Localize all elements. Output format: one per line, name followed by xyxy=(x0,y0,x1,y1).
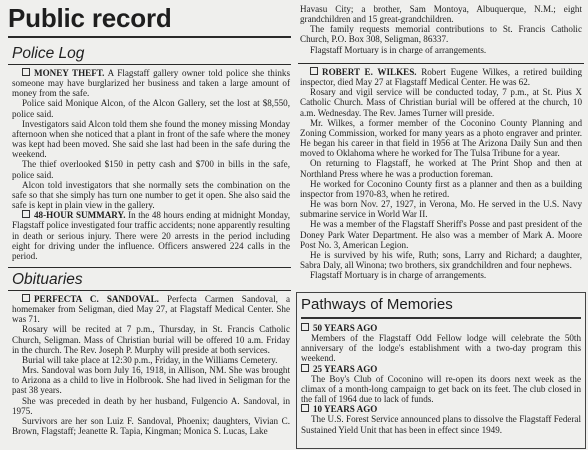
pathways-years-ago: 10 YEARS AGO xyxy=(313,404,378,415)
paragraph-text: The thief overlooked $150 in petty cash and $700 in bills in the safe, police said. xyxy=(12,159,290,180)
paragraph-text: Flagstaff Mortuary is in charge of arrangements. xyxy=(310,270,487,281)
paragraph-text: Alcon told investigators that she normally sets the combination on the safe so that she simply has turn one number to get it open. She also said the safe is kept in plain view in the gallery. xyxy=(12,179,290,211)
pathways-item-label xyxy=(301,404,581,414)
police-log-paragraph xyxy=(12,159,290,179)
paragraph-text: She was preceded in death by her husband, Fulgencio A. Sandoval, in 1975. xyxy=(12,395,290,416)
item-headline: ROBERT E. WILKES. xyxy=(322,67,417,77)
pathways-item-label xyxy=(301,364,581,374)
police-log-paragraph xyxy=(12,210,290,261)
paragraph-text: Mrs. Sandoval was born July 16, 1918, in Allison, NM. She was brought to Arizona as a child to live in Holbrook. She had lived in Seligman for the past 38 years. xyxy=(12,365,290,396)
bullet-box-icon xyxy=(301,404,309,412)
page-title: Public record xyxy=(8,3,172,33)
paragraph-text: Flagstaff Mortuary is in charge of arrangements. xyxy=(310,44,487,55)
paragraph-text: Burial will take place at 12:30 p.m., Friday, in the Williams Cemetery. xyxy=(22,354,278,365)
paragraph-text: Investigators said Alcon told them she found the money missing Monday afternoon when she noticed that a plant in front of the safe where the money was kept had been moved. She said she last had been in the safe during the weekend. xyxy=(12,118,290,160)
item-headline: 48-HOUR SUMMARY. xyxy=(34,210,126,221)
paragraph-text: He was a member of the Flagstaff Sheriff's Posse and past president of the Doney Park Water Department. He also was a member of Mark A. Moore Post No. 3, American Legion. xyxy=(300,219,582,250)
paragraph-text: He worked for Coconino County first as a planner and then as a building inspector from 1970-83, when he retired. xyxy=(300,178,582,199)
paragraph-text: Survivors are her son Luiz F. Sandoval, Phoenix; daughters, Vivian C. Brown, Flagstaff; Jeanette R. Tapia, Kingman; Monica S. Lucas, Lake xyxy=(12,415,290,437)
pathways-column xyxy=(301,323,581,435)
police-log-paragraph xyxy=(12,98,290,118)
item-headline: MONEY THEFT. xyxy=(34,68,105,78)
police-log-rule xyxy=(8,64,291,65)
pathways-item-text: The Boy's Club of Coconino will re-open its doors next week as the climax of a month-long campaign to get back on its feet. The club closed in the fall of 1964 due to lack of funds. xyxy=(301,373,581,405)
obituary-paragraph xyxy=(300,199,582,219)
obituaries-column xyxy=(12,294,290,436)
obituary-paragraph xyxy=(12,355,290,365)
paragraph-text: Mr. Wilkes, a former member of the Coconino County Planning and Zoning Commission, worked for many years as a photo engraver and printer. He began his career in that field in 1956 at The Arizona Daily Sun and then moved to Oklahoma where he worked for The Tulsa Tribune for a year. xyxy=(300,117,582,159)
pathways-item-text: Members of the Flagstaff Odd Fellow lodge will celebrate the 50th anniversary of the lodge's establishment with a two-day program this weekend. xyxy=(301,333,581,364)
paragraph-text: Robert Eugene Wilkes, a retired building inspector, died May 27 at Flagstaff Medical Center. He was 62. xyxy=(300,67,582,88)
obituary-paragraph xyxy=(12,365,290,395)
bullet-box-icon xyxy=(310,67,318,75)
paragraph-text: Rosary will be recited at 7 p.m., Thursday, in St. Francis Catholic Church, Seligman. Mass of Christian burial will be offered 10 a.m. Friday in the church. The Rev. Joseph P. Murphy will preside at both services. xyxy=(12,324,290,355)
obituary-paragraph xyxy=(300,24,582,44)
paragraph-text: Rosary and vigil service will be conducted today, 7 p.m., at St. Pius X Catholic Church. Mass of Christian burial will be offered at the church, 10 a.m. Wednesday. The Rev. James Turner will preside. xyxy=(300,87,582,118)
police-log-heading: Police Log xyxy=(12,45,85,62)
obituary-paragraph xyxy=(300,4,582,24)
bullet-box-icon xyxy=(22,210,30,218)
pathways-heading: Pathways of Memories xyxy=(301,295,581,319)
paragraph-text: The family requests memorial contributions to St. Francis Catholic Church, P.O. Box 308, Seligman, 86337. xyxy=(300,24,582,45)
obituaries-rule xyxy=(8,290,291,291)
obituary-paragraph xyxy=(300,158,582,178)
pathways-years-ago: 25 YEARS AGO xyxy=(313,363,378,374)
obituary-paragraph xyxy=(300,45,582,55)
pathways-box xyxy=(296,292,586,449)
obituary-paragraph xyxy=(12,396,290,416)
paragraph-text: He was born Nov. 27, 1927, in Verona, Mo. He served in the U.S. Navy submarine service in World War II. xyxy=(300,199,582,220)
wilkes-obituary xyxy=(300,67,582,280)
paragraph-text: A Flagstaff gallery owner told police she thinks someone may have burglarized her business and taken a large amount of money from the safe. xyxy=(12,68,290,99)
paragraph-text: On returning to Flagstaff, he worked at The Print Shop and then at Northland Press where he was a production foreman. xyxy=(300,158,582,179)
pathways-years-ago: 50 YEARS AGO xyxy=(313,323,378,333)
masthead-rule xyxy=(8,36,291,38)
obituaries-top-rule xyxy=(8,267,291,268)
obituary-paragraph xyxy=(12,324,290,354)
police-log-column xyxy=(12,68,290,261)
bullet-box-icon xyxy=(301,364,309,372)
obituary-paragraph xyxy=(300,179,582,199)
obituary-paragraph xyxy=(300,118,582,159)
obituary-paragraph xyxy=(300,67,582,87)
obituary-paragraph xyxy=(300,270,582,280)
obituaries-heading: Obituaries xyxy=(12,271,83,288)
obituary-paragraph xyxy=(300,250,582,270)
police-log-paragraph xyxy=(12,119,290,160)
obituary-paragraph xyxy=(300,87,582,117)
obituary-continued xyxy=(300,4,582,55)
paragraph-text: In the 48 hours ending at midnight Monday, Flagstaff police investigated four traffic accidents; none apparently resulting in death or serious injury. There were 20 arrests in the period including eight for driving under the influence. Officers answered 224 calls in the period. xyxy=(12,210,290,261)
police-log-paragraph xyxy=(12,180,290,210)
police-log-paragraph xyxy=(12,68,290,98)
bullet-box-icon xyxy=(22,294,30,302)
paragraph-text: Police said Monique Alcon, of the Alcon Gallery, set the lost at $8,550, police said. xyxy=(12,98,290,119)
right-column-rule xyxy=(298,63,584,64)
pathways-item-label xyxy=(301,323,581,333)
item-headline: PERFECTA C. SANDOVAL. xyxy=(34,294,159,304)
paragraph-text: He is survived by his wife, Ruth; sons, Larry and Richard; a daughter, Sabra Daly, all Winona; two brothers, six grandchildren and four nephews. xyxy=(300,249,582,270)
bullet-box-icon xyxy=(22,68,30,76)
pathways-item-text: The U.S. Forest Service announced plans to dissolve the Flagstaff Federal Sustained Yield Unit that has been in effect since 1949. xyxy=(301,414,581,435)
paragraph-text: Perfecta Carmen Sandoval, a homemaker from Seligman, died May 27, at Flagstaff Medical Center. She was 71. xyxy=(12,294,290,325)
obituary-paragraph xyxy=(300,219,582,249)
obituary-paragraph xyxy=(12,416,290,436)
paragraph-text: Havasu City; a brother, Sam Montoya, Albuquerque, N.M.; eight grandchildren and 15 great-grandchildren. xyxy=(300,4,582,25)
bullet-box-icon xyxy=(301,323,309,331)
obituary-paragraph xyxy=(12,294,290,324)
